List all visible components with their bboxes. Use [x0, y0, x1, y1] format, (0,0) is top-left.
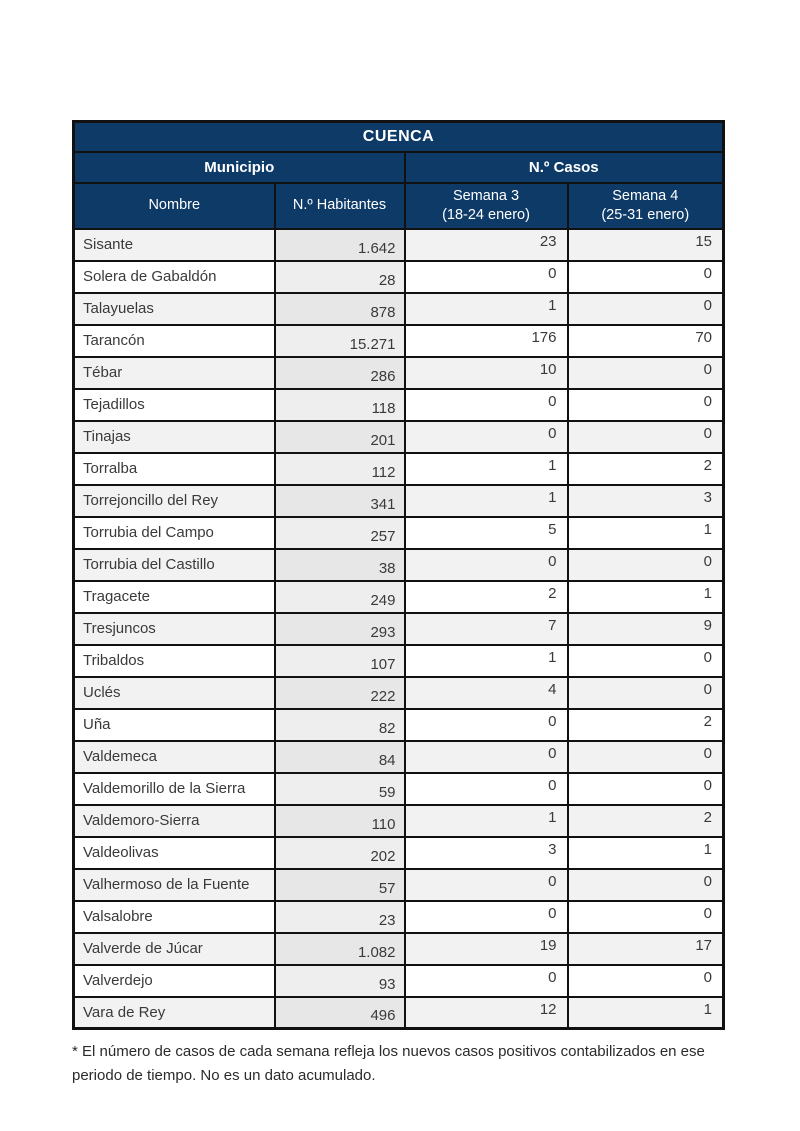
municipality-name: Tejadillos — [74, 389, 275, 421]
municipality-name: Tébar — [74, 357, 275, 389]
semana3-value: 1 — [405, 645, 568, 677]
table-row — [74, 421, 724, 453]
habitantes-value: 110 — [275, 805, 405, 837]
habitantes-value: 107 — [275, 645, 405, 677]
semana3-label-line1: Semana 3 — [452, 187, 520, 204]
municipality-name: Talayuelas — [74, 293, 275, 325]
habitantes-value: 878 — [275, 293, 405, 325]
semana3-value: 3 — [405, 837, 568, 869]
semana4-label-line2: (25-31 enero) — [601, 206, 690, 223]
semana3-value: 0 — [405, 389, 568, 421]
semana4-value: 2 — [568, 709, 724, 741]
semana4-value: 0 — [568, 741, 724, 773]
habitantes-value: 202 — [275, 837, 405, 869]
table-row — [74, 741, 724, 773]
habitantes-value: 118 — [275, 389, 405, 421]
habitantes-value: 38 — [275, 549, 405, 581]
habitantes-value: 286 — [275, 357, 405, 389]
table-row — [74, 773, 724, 805]
municipality-name: Valdemeca — [74, 741, 275, 773]
municipality-name: Uclés — [74, 677, 275, 709]
semana4-value: 17 — [568, 933, 724, 965]
habitantes-value: 257 — [275, 517, 405, 549]
table-body — [74, 229, 724, 1029]
semana4-value: 1 — [568, 517, 724, 549]
semana4-value: 0 — [568, 549, 724, 581]
table-row — [74, 549, 724, 581]
municipality-name: Valdemorillo de la Sierra — [74, 773, 275, 805]
semana4-value: 0 — [568, 261, 724, 293]
table-row — [74, 997, 724, 1029]
semana3-value: 5 — [405, 517, 568, 549]
semana4-label-line1: Semana 4 — [612, 187, 679, 204]
municipality-name: Sisante — [74, 229, 275, 261]
habitantes-value: 59 — [275, 773, 405, 805]
table-row — [74, 325, 724, 357]
semana4-value: 0 — [568, 357, 724, 389]
semana4-value: 1 — [568, 581, 724, 613]
semana3-value: 23 — [405, 229, 568, 261]
municipality-name: Tinajas — [74, 421, 275, 453]
municipality-name: Torrubia del Campo — [74, 517, 275, 549]
table-row — [74, 709, 724, 741]
table-header — [74, 122, 724, 229]
habitantes-value: 57 — [275, 869, 405, 901]
table-row — [74, 485, 724, 517]
group-header-row — [74, 152, 724, 183]
semana3-label-line2: (18-24 enero) — [442, 206, 530, 223]
table-row — [74, 517, 724, 549]
semana4-value: 1 — [568, 837, 724, 869]
footnote-text: * El número de casos de cada semana refleja los nuevos casos positivos contabilizados en ese periodo de tiempo. No es un dato acumulado. — [72, 1043, 705, 1084]
semana3-value: 176 — [405, 325, 568, 357]
semana4-value: 0 — [568, 293, 724, 325]
habitantes-value: 1.642 — [275, 229, 405, 261]
semana3-value: 0 — [405, 773, 568, 805]
cuenca-table-container — [72, 120, 722, 1030]
municipality-name: Valdemoro-Sierra — [74, 805, 275, 837]
habitantes-value: 28 — [275, 261, 405, 293]
column-header-semana3 — [405, 183, 568, 229]
semana3-value: 0 — [405, 869, 568, 901]
table-row — [74, 805, 724, 837]
semana3-value: 0 — [405, 709, 568, 741]
semana4-value: 0 — [568, 965, 724, 997]
table-row — [74, 229, 724, 261]
column-header-habitantes: N.º Habitantes — [275, 183, 405, 229]
municipality-name: Valverde de Júcar — [74, 933, 275, 965]
habitantes-value: 201 — [275, 421, 405, 453]
group-header-casos: N.º Casos — [405, 152, 724, 183]
semana4-value: 0 — [568, 869, 724, 901]
semana4-value: 0 — [568, 901, 724, 933]
table-title: CUENCA — [74, 122, 724, 152]
table-row — [74, 933, 724, 965]
municipality-name: Valverdejo — [74, 965, 275, 997]
municipality-name: Torrubia del Castillo — [74, 549, 275, 581]
semana4-value: 3 — [568, 485, 724, 517]
group-header-municipio: Municipio — [74, 152, 405, 183]
semana3-value: 4 — [405, 677, 568, 709]
habitantes-value: 23 — [275, 901, 405, 933]
semana3-value: 0 — [405, 421, 568, 453]
semana3-value: 0 — [405, 901, 568, 933]
habitantes-value: 249 — [275, 581, 405, 613]
habitantes-value: 84 — [275, 741, 405, 773]
municipality-name: Valhermoso de la Fuente — [74, 869, 275, 901]
semana4-value: 0 — [568, 421, 724, 453]
semana4-value: 2 — [568, 805, 724, 837]
semana3-value: 10 — [405, 357, 568, 389]
semana3-value: 1 — [405, 805, 568, 837]
habitantes-value: 93 — [275, 965, 405, 997]
semana3-value: 1 — [405, 293, 568, 325]
table-row — [74, 613, 724, 645]
municipality-name: Tarancón — [74, 325, 275, 357]
semana4-value: 0 — [568, 773, 724, 805]
municipality-name: Vara de Rey — [74, 997, 275, 1029]
semana3-value: 0 — [405, 741, 568, 773]
semana3-value: 19 — [405, 933, 568, 965]
semana3-value: 2 — [405, 581, 568, 613]
habitantes-value: 82 — [275, 709, 405, 741]
municipality-name: Torralba — [74, 453, 275, 485]
column-header-nombre: Nombre — [74, 183, 275, 229]
table-row — [74, 261, 724, 293]
municipality-name: Valsalobre — [74, 901, 275, 933]
semana3-value: 1 — [405, 485, 568, 517]
semana3-value: 0 — [405, 965, 568, 997]
municipality-name: Tragacete — [74, 581, 275, 613]
table-row — [74, 837, 724, 869]
municipality-name: Tresjuncos — [74, 613, 275, 645]
semana4-value: 0 — [568, 677, 724, 709]
habitantes-value: 341 — [275, 485, 405, 517]
table-row — [74, 389, 724, 421]
semana3-value: 0 — [405, 549, 568, 581]
municipality-name: Uña — [74, 709, 275, 741]
municipality-name: Valdeolivas — [74, 837, 275, 869]
semana4-value: 9 — [568, 613, 724, 645]
semana3-value: 0 — [405, 261, 568, 293]
table-row — [74, 645, 724, 677]
table-row — [74, 357, 724, 389]
habitantes-value: 293 — [275, 613, 405, 645]
table-row — [74, 581, 724, 613]
table-row — [74, 677, 724, 709]
habitantes-value: 222 — [275, 677, 405, 709]
semana4-value: 15 — [568, 229, 724, 261]
column-header-semana4 — [568, 183, 724, 229]
title-row — [74, 122, 724, 152]
semana3-value: 7 — [405, 613, 568, 645]
habitantes-value: 496 — [275, 997, 405, 1029]
semana4-value: 0 — [568, 645, 724, 677]
table-row — [74, 453, 724, 485]
semana4-value: 2 — [568, 453, 724, 485]
municipality-name: Solera de Gabaldón — [74, 261, 275, 293]
habitantes-value: 112 — [275, 453, 405, 485]
table-row — [74, 965, 724, 997]
municipality-name: Tribaldos — [74, 645, 275, 677]
semana4-value: 70 — [568, 325, 724, 357]
semana3-value: 12 — [405, 997, 568, 1029]
habitantes-value: 15.271 — [275, 325, 405, 357]
cuenca-cases-table — [72, 120, 725, 1030]
semana4-value: 1 — [568, 997, 724, 1029]
semana4-value: 0 — [568, 389, 724, 421]
municipality-name: Torrejoncillo del Rey — [74, 485, 275, 517]
table-row — [74, 869, 724, 901]
table-row — [74, 901, 724, 933]
column-header-row — [74, 183, 724, 229]
habitantes-value: 1.082 — [275, 933, 405, 965]
semana3-value: 1 — [405, 453, 568, 485]
table-row — [74, 293, 724, 325]
